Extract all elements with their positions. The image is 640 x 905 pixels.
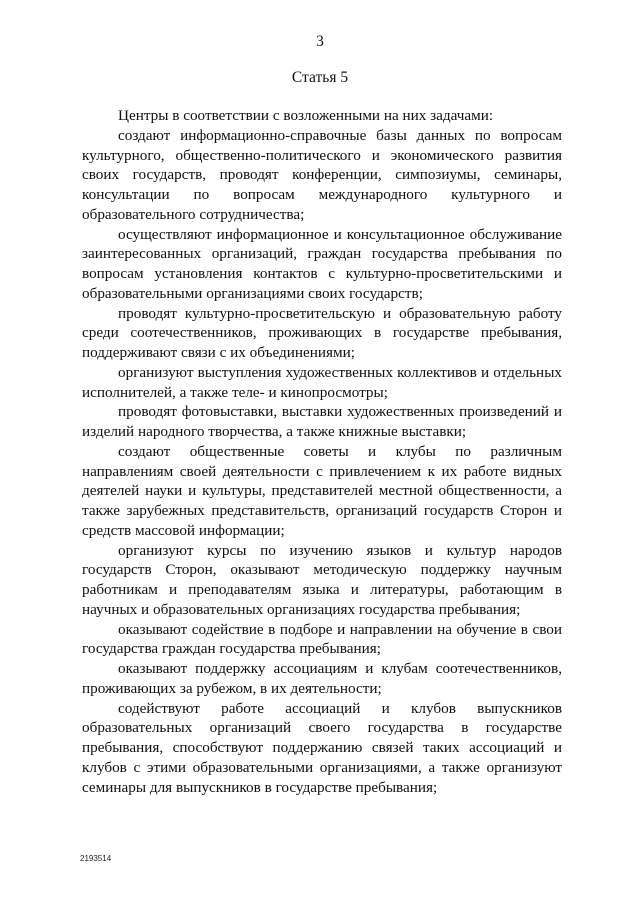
paragraph-alumni-associations: содействуют работе ассоциаций и клубов выпускников образовательных организаций своего государства в государстве пребывания, способствуют поддержанию связей таких ассоциаций и клубов с этими образовательными организациями, а также организуют семинары для выпускников в государстве пребывания;	[82, 699, 562, 796]
document-code: 2193514	[80, 854, 112, 863]
paragraph-language-courses: организуют курсы по изучению языков и культур народов государств Сторон, оказывают методическую поддержку научным работникам и преподавателям языка и литературы, работающим в научных и образовательных организациях государства пребывания;	[82, 541, 562, 618]
paragraph-databases: создают информационно-справочные базы данных по вопросам культурного, общественно-политического и экономического развития своих государств, проводят конференции, симпозиумы, семинары, консультации по вопросам международного культурного и образовательного сотрудничества;	[82, 126, 562, 223]
article-body	[82, 106, 562, 797]
paragraph-intro: Центры в соответствии с возложенными на них задачами:	[118, 107, 494, 124]
paragraph-exhibitions: проводят фотовыставки, выставки художественных произведений и изделий народного творчества, а также книжные выставки;	[82, 403, 562, 440]
paragraph-compatriot-associations: оказывают поддержку ассоциациям и клубам соотечественников, проживающих за рубежом, в их деятельности;	[82, 660, 562, 697]
paragraph-compatriots-work: проводят культурно-просветительскую и образовательную работу среди соотечественников, проживающих в государстве пребывания, поддерживают связи с их объединениями;	[82, 304, 562, 361]
page-number: 3	[316, 33, 324, 50]
article-title: Статья 5	[291, 69, 349, 86]
paragraph-councils-clubs: создают общественные советы и клубы по различным направлениям своей деятельности с привлечением к их работе видных деятелей науки и культуры, представителей местной общественности, а также зарубежных представительств, организаций государств Сторон и средств массовой информации;	[82, 442, 562, 539]
paragraph-performances: организуют выступления художественных коллективов и отдельных исполнителей, а также теле- и кинопросмотры;	[82, 363, 562, 401]
paragraph-education-assistance: оказывают содействие в подборе и направлении на обучение в свои государства граждан государства пребывания;	[82, 620, 562, 658]
paragraph-information-service: осуществляют информационное и консультационное обслуживание заинтересованных организаций, граждан государства пребывания по вопросам установления контактов с культурно-просветительскими и образовательными организациями своих государств;	[82, 225, 562, 302]
